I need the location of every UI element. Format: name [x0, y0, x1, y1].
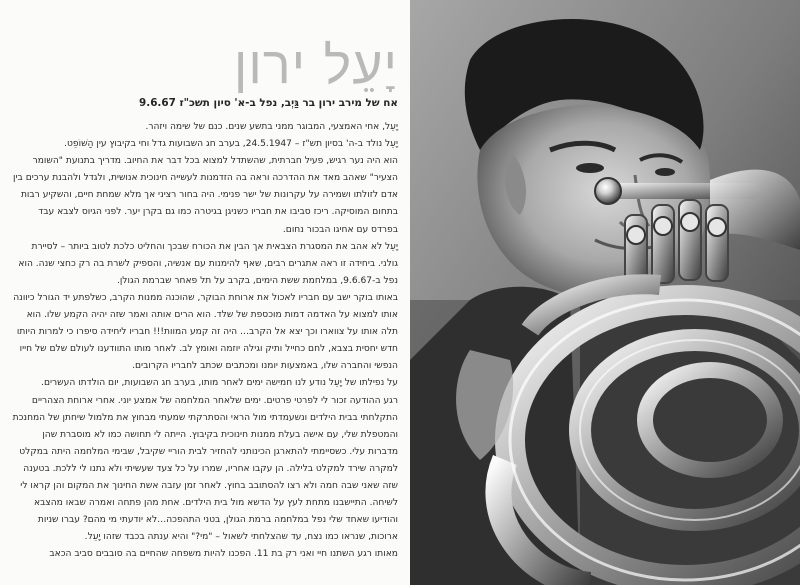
paragraph: יָעֵל, אחי האמצעי, המבוגר ממני בתשע שנים. כנם של שימה ויזהר. [145, 122, 398, 132]
paragraph: יָעֵל נולד ב-ה' בסיון תש"ז – 24.5.1947, בערב חג השבועות גדל וחי בקיבוץ עין הַשּׁוֹפֵט. [64, 139, 398, 150]
paragraph: מאותו רגע השתנו חיי ואני רק בת 11. הפכנו להיות משפחה שהחיים בה סובבים סביב הכאב [49, 549, 398, 560]
photo-illustration [410, 0, 800, 585]
paragraph: על נפילתו של יָעֵל נודע לנו חמישה ימים לאחר מותו, בערב חג השבועות, יום הולדתו העשרים. [41, 378, 398, 389]
portrait-photo [410, 0, 800, 585]
paragraph: יָעֵל לא אהב את המסגרת הצבאית אך הבין את הכורח שבכך והחליט כלכת לטוב ביותר – לסיירת גולני. ביחידה זו ראה אתגרים רבים, שאף להימנות עם אנשיה, והספיק לשרת בה רק כחצי שנה. הוא נפל ב-9.6.67, במלחמת ששת הימים, בקרב על תל פאחר שברמת הגולן. [18, 241, 398, 286]
page-subtitle: אח של מירב ירון בר גַּיְב, נפל ב-א' סיון תשכ"ז 9.6.67 [139, 97, 398, 109]
memorial-text [10, 119, 398, 563]
paragraph: רגע ההודעה זכור לי לפרטי פרטים. ימים שלאחר המלחמה של אמצע יוני. אחרי ארוחת הצהריים התקלחתי בבית הילדים ונשעמדתי מול הראי והסתרקתי שמעתי מבחוץ את מלמול שיחתן של המחנכת והמטפלת שלי, עם אישה בעלת ממנות חינוכית בקיבוץ. הייתה לי תחושה כמו לא מוסברת שהן מדברות עלי. כשסיימתי להתארגן הכינותני להחזיר לבית הוריי שקיבל, שבימי המלחמה היתה במקלט למקרה שירד למקלט בלילה. הן עקבו אחריו, שמרו על כל צעד שעשיתי ולא נתנו לי ללכת. בטענה שזה שאני שבה חמה ולא רצו להסתובב בחוץ. לאחר זמן עזבה אשת החינוך את המקום והן קראו לי לשיחה. התיישבנו מתחת לעץ על הדשא מול בית הילדים. אחת מהן פתחה ואמרה שבאו מהצבא והודיעו שאחד שלי נפל במלחמה ברמת הגולן, בטני התהפכה…לא יודעתי מי מהם? עברו שניות ארוכות, שנראו כמו נצח, עד שהצלחתי לשאול – "מי?" והיא ענתה בכבד שזהו יָעֵל. [12, 395, 398, 543]
paragraph: הוא היה נער רגיש, פעיל חברתית, שהשתדל למצוא בכל דבר את החיוב. מדריך בתנועת "השומר הצעיר" שאהב מאד את ההדרכה וראה בה הזדמנות לעשייה חינוכית אנושית, ולגדל ולהבנת ערכים בין אדם לזולתו ושמירה על עקרונות של ישר פנימי. היה בחור רציני אך מלא שמחת חיים, והשקיע רבות בתחום המוסיקה. ריכז סביבו את חבריו כשניגן בגיטרה כמו גם בקרן יער. לפני הגיוס לצבא עבד בפרדס עם אחיגו הבכור נחום. [13, 156, 398, 235]
page-title: יָעֵל ירון [233, 36, 398, 96]
paragraph: באותו בוקר ישב עם חבריו לאכול את ארוחת הבוקר, שהוכנה ממנות הקרב, כשלפתע יד הגורל כיוונה אותו למצוא על האדמה דמות מוכספת של שלד. הוא הרים אותה ואמר שזה יהיה הקמע שלו. הוא תלה אותו על צווארו וכך יצא אל הקרב… היה זה קמע המוות!!! חבריו ליחידה סיפרו כי למרות היותו חדש יחסית בצבא, לחם כחייל ותיק וגילה יוזמה ואומץ לב. לאחר מותו התוודענו לעולם שלם של חייו הנפשי והחברה שלו, באמצעות יומנו ומכתבים שכתב לחבריו הקרובים. [13, 292, 398, 372]
